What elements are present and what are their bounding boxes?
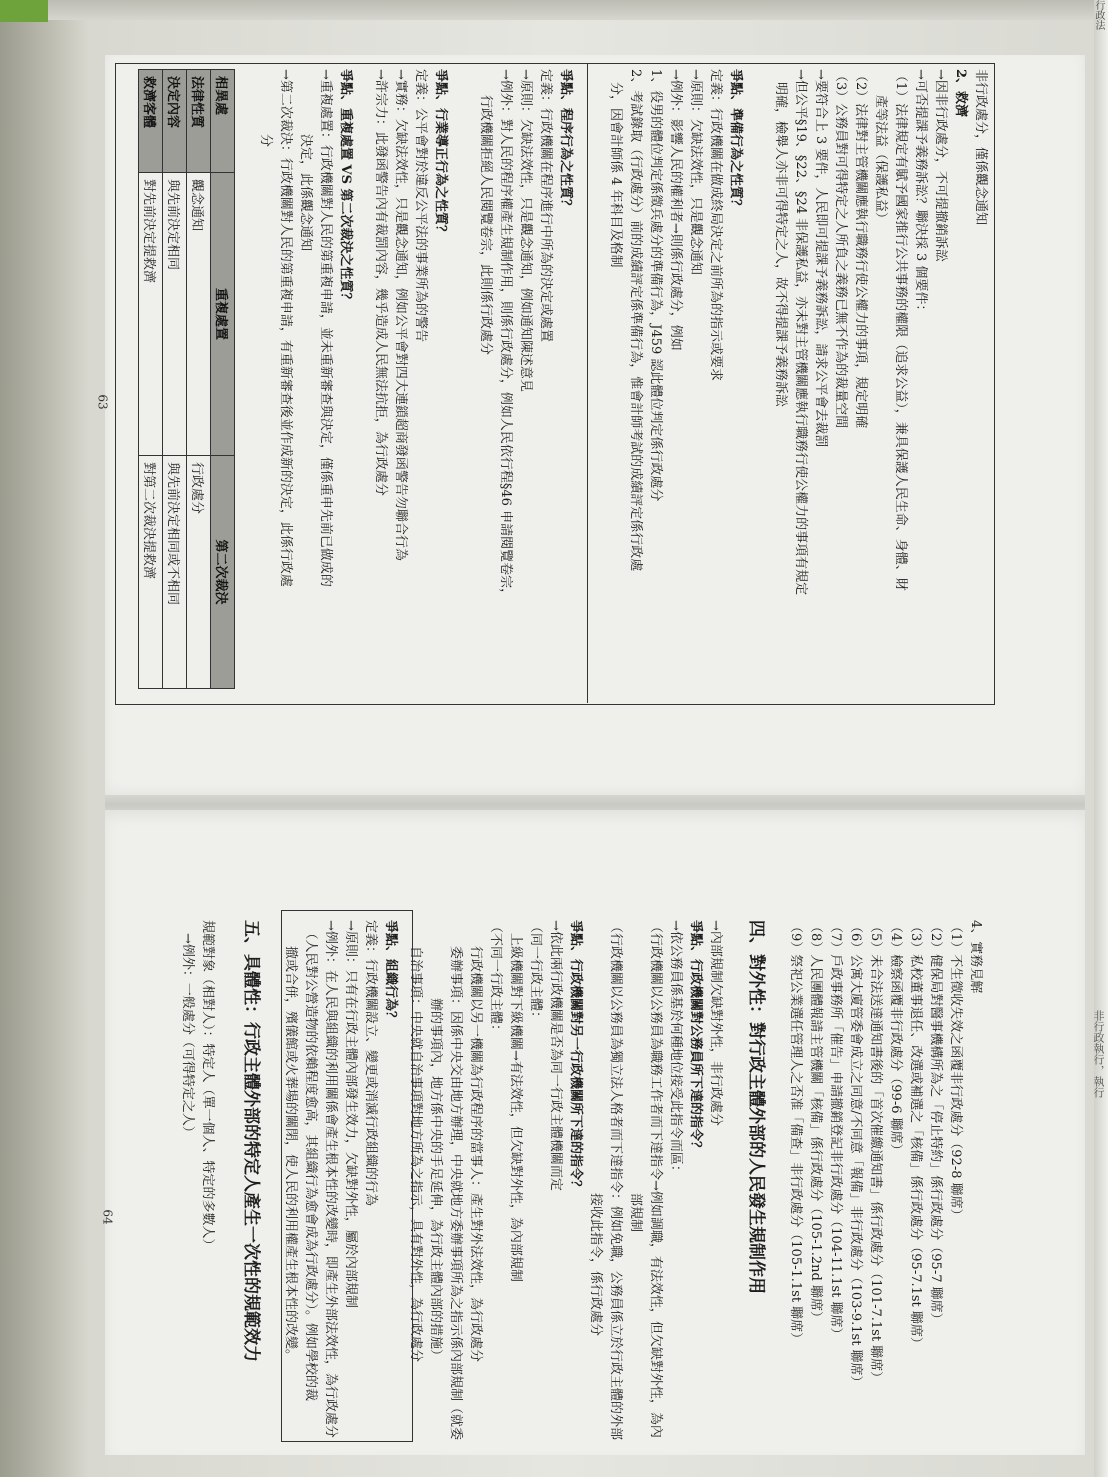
text-line: 非行政處分，僅係觀念通知 bbox=[973, 69, 988, 226]
heading-external bbox=[742, 920, 770, 1294]
intro-block bbox=[770, 69, 990, 595]
text-line: （9）祭祀公業選任管理人之否准「備查」非行政處分（105-1.1st 聯席） bbox=[788, 920, 803, 1346]
adjacent-page-edge bbox=[1094, 0, 1108, 1477]
section-title: 爭點、行業導正行為之性質？ bbox=[433, 69, 448, 239]
table-header-cell: 相異處 bbox=[211, 70, 235, 173]
text-line: （1）法律規定有賦予國家推行公共事務的權限（追求公益），兼具保護人民生命、身體、財 bbox=[893, 69, 908, 591]
section-addressee bbox=[177, 920, 217, 1252]
text-line: 產等法益（保護私益） bbox=[873, 69, 888, 226]
text-line: →許宗力：此發函警告內有裁罰內容，幾乎造成人民無法抗拒，為行政處分 bbox=[373, 69, 388, 496]
text-line: 定義：行政機關在程序進行中所為的決定或處置 bbox=[538, 69, 553, 343]
text-line: （4）檢察函覆非行政處分（99-6 聯席） bbox=[888, 920, 903, 1157]
text-line: 定義：公平會對於違反公平法的事業所為的警告 bbox=[413, 69, 428, 343]
section-inter-agency-orders bbox=[405, 920, 585, 1440]
table-row bbox=[187, 70, 211, 689]
text-line: （8）人民團體報請主管機關「核備」係行政處分（105-1.2nd 聯席） bbox=[808, 920, 823, 1324]
text-line: 自治事項：中央就自治事項對地方所為之指示，具有對外性，為行政處分 bbox=[408, 920, 423, 1363]
text-line: →要符合上 3 要件，人民即可提課予義務訴訟，請求公平會去裁罰 bbox=[813, 69, 828, 448]
section-internal-orders bbox=[585, 920, 725, 1440]
text-line: 4、實務見解 bbox=[968, 920, 983, 994]
text-line: （2）法律對主管機關應執行職務行使公權力的事項，規定明確 bbox=[853, 69, 868, 429]
table-header-cell: 第二次裁決 bbox=[211, 456, 235, 689]
page-number: 63 bbox=[95, 394, 110, 410]
text-line: →重複處置：行政機關對人民的第重複申請，並未重新審查與決定，僅係重申先前已做成的 bbox=[318, 69, 333, 587]
text-line: →內部規制欠缺對外性，非行政處分 bbox=[708, 920, 723, 1126]
section-title: 爭點、準備行為之性質？ bbox=[728, 69, 743, 213]
text-line: →但公平§19、§22、§24 非保護私益，亦未對主管機關應執行職務行使公權力的事項有規定 bbox=[793, 69, 808, 596]
table-cell: 行政處分 bbox=[187, 456, 211, 689]
page-top-fold bbox=[48, 0, 1108, 20]
org-act-box bbox=[281, 910, 413, 1442]
text-line: （3）私校董事退任、改選或補選之「核備」係行政處分（95-7.1st 聯席） bbox=[908, 920, 923, 1350]
heading-concreteness bbox=[237, 920, 265, 1362]
text-line: 接收此指令，係行政處分 bbox=[588, 920, 603, 1337]
page-64 bbox=[100, 810, 1085, 1455]
green-book-edge bbox=[0, 0, 48, 22]
text-line: （5）未合法送達通知書後的「首次催繳通知書」係行政處分（101-7.1st 聯席） bbox=[868, 920, 883, 1385]
table-cell: 與先前決定相同 bbox=[163, 173, 187, 456]
text-line: （2）健保局對醫事機構所為之「停止特約」係行政處分（95-7 聯席） bbox=[928, 920, 943, 1326]
text-line: 定義：行政機關設立、變更或消滅行政組織的行為 bbox=[363, 920, 378, 1207]
text-line: →例外：在人民與組織的利用關係會產生根本性的改變時，即產生外部法效性，為行政處分 bbox=[323, 920, 338, 1438]
text-line: →原則：欠缺法效性，只是觀念通知，例如通知陳述意見 bbox=[518, 69, 533, 392]
text-line: →可否提課予義務訴訟？聯決採 3 個要件： bbox=[913, 69, 928, 318]
section-title: 爭點、行政機關對公務員所下達的指令？ bbox=[688, 920, 703, 1155]
comparison-table bbox=[138, 69, 235, 689]
text-line: →例外：一般處分（可得特定之人） bbox=[180, 920, 195, 1139]
table-cell: 救濟客體 bbox=[139, 70, 163, 173]
table-cell: 對第二次裁決提救濟 bbox=[139, 456, 163, 689]
text-line: （不同一行政主體： bbox=[488, 920, 503, 1038]
text-line: 2、救濟 bbox=[953, 69, 968, 118]
section-title: 爭點、重複處置 VS 第二次裁決之性質？ bbox=[338, 69, 353, 306]
section-repeated-disposition bbox=[255, 69, 355, 587]
text-line: →實務：欠缺法效性，只是觀念通知，例如公平會對四大連鎖超商發函警告勿聯合行為 bbox=[393, 69, 408, 561]
text-line: （行政機關以公務員為職務工作者而下達指令→例如調職，有法效性，但欠缺對外性，為內 bbox=[648, 920, 663, 1438]
section-title: 爭點、行政機關對另一行政機關所下達的指令？ bbox=[568, 920, 583, 1194]
text-line: （7）戶政事務所「催告」申請撤銷登記非行政處分（104-11.1st 聯席） bbox=[828, 920, 843, 1341]
text-line: （1）不生徵收失效之函覆非行政處分（92-8 聯席） bbox=[948, 920, 963, 1222]
text-line: 撤或合併，殯儀館或火葬場的關閉，使人民的利用權產生根本性的改變。 bbox=[283, 920, 298, 1363]
section-title: 爭點、程序行為之性質？ bbox=[558, 69, 573, 213]
section-preparatory-act bbox=[605, 69, 745, 571]
text-line: （6）公寓大廈管委會成立之同意/不同意「報備」非行政處分（103-9.1st 聯席） bbox=[848, 920, 863, 1389]
table-row bbox=[139, 70, 163, 689]
case-law-list bbox=[785, 920, 985, 1389]
table-cell: 法律性質 bbox=[187, 70, 211, 173]
text-line: 上級機關對下級機關→有法效性，但欠缺對外性，為內部規制 bbox=[508, 920, 523, 1282]
page-63 bbox=[95, 55, 1085, 800]
section-industry-guidance bbox=[370, 69, 450, 561]
text-line: →因非行政處分，不可提撤銷訴訟 bbox=[933, 69, 948, 262]
text-line: 定義：行政機關在做成終局決定之前所為的指示或要求 bbox=[708, 69, 723, 382]
text-line: →原則：只有在行政主體內部發生效力，欠缺對外性，屬於內部規制 bbox=[343, 920, 358, 1308]
text-line: 決定，此係觀念通知 bbox=[298, 69, 313, 252]
table-row bbox=[211, 70, 235, 689]
text-line: 2、考試錄取（行政處分）前的成績評定係準備行為，惟會計師考試的成績評定係行政處 bbox=[628, 69, 643, 572]
text-line: 辦的事項內，地方係中央的手足延伸，為行政主體內部的措施） bbox=[428, 920, 443, 1363]
text-line: →例外：影響人民的權利者→則係行政處分，例如 bbox=[668, 69, 683, 351]
page-number: 64 bbox=[100, 1209, 115, 1225]
table-cell: 觀念通知 bbox=[187, 173, 211, 456]
text-line: 分 bbox=[258, 69, 273, 148]
text-line: 委辦事項：因係中央交由地方辦理，中央就地方委辦事項所為之指示係內部規制（就委 bbox=[448, 920, 463, 1441]
margin-top-text: 行政法 bbox=[1093, 0, 1104, 30]
text-line: 規範對象（相對人）：特定人（單一個人、特定的多數人） bbox=[200, 920, 215, 1252]
section-title: 爭點、組織行為？ bbox=[383, 920, 398, 1025]
text-line: （同一行政主體： bbox=[528, 920, 543, 1025]
margin-edge-text: 非行政執行，執行 bbox=[1092, 1010, 1105, 1098]
text-line: （人民對公營造物的依賴程度愈高，其組織行為愈會成為行政處分）。例如學校的裁 bbox=[303, 920, 318, 1402]
text-line: →例外：對人民的程序權產生規制作用，則係行政處分，例如人民依行程§46 申請閱覽卷宗， bbox=[498, 69, 513, 602]
section-heading: 五、具體性：行政主體外部的特定人產生一次性的規範效力 bbox=[241, 920, 261, 1362]
text-line: →依此兩行政機關是否為同一行政主體機關而定 bbox=[548, 920, 563, 1191]
text-line: 行政機關拒絕人民閱覽卷宗，此則係行政處分 bbox=[478, 69, 493, 356]
section-heading: 四、對外性：對行政主體外部的人民發生規制作用 bbox=[746, 920, 766, 1294]
section-procedural-act bbox=[475, 69, 575, 601]
comparison-table-wrap bbox=[138, 69, 235, 689]
text-line: →原則：欠缺法效性，只是觀念通知 bbox=[688, 69, 703, 275]
table-cell: 決定內容 bbox=[163, 70, 187, 173]
table-cell: 對先前決定提救濟 bbox=[139, 173, 163, 456]
text-line: 部規制 bbox=[628, 920, 643, 1233]
table-row bbox=[163, 70, 187, 689]
text-line: 分，因會計師係 4 年科目及格制 bbox=[608, 69, 623, 268]
text-line: →第二次裁決：行政機關對人民的第重複申請，有重新審查後並作成新的決定，此係行政處 bbox=[278, 69, 293, 587]
text-line: （行政機關以公務員為獨立法人格者而下達指令：例如免職，公務員係立於行政主體的外部 bbox=[608, 920, 623, 1441]
text-line: →依公務員係基於何種地位接受此指令而區： bbox=[668, 920, 683, 1178]
open-book bbox=[95, 55, 1085, 1441]
text-line: 明確，檢舉人亦非可得特定之人，故不得提課予義務訴訟 bbox=[773, 69, 788, 408]
text-line: 行政機關以另一機關為行政程序的當事人：產生對外法效性，為行政處分 bbox=[468, 920, 483, 1363]
text-line: 1、役男的體位判定係徵兵處分的準備行為，J459 認此體位判定係行政處分 bbox=[648, 69, 663, 502]
table-cell: 與先前決定相同或不相同 bbox=[163, 456, 187, 689]
text-line: （3）公務員對可得特定之人所負之義務已無不作為的裁量空間 bbox=[833, 69, 848, 429]
table-header-cell: 重複處置 bbox=[211, 173, 235, 456]
